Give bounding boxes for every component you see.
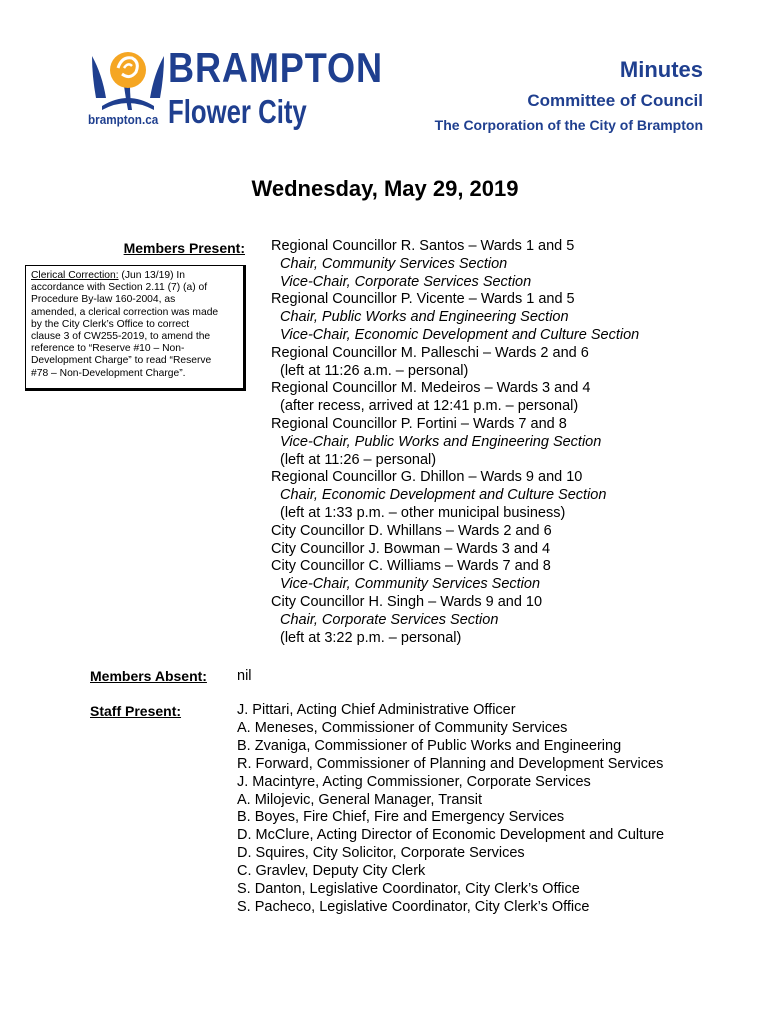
member-line: Vice-Chair, Economic Development and Culture Section (280, 326, 640, 343)
staff-line: J. Macintyre, Acting Commissioner, Corporate Services (237, 773, 591, 790)
corporation-name: The Corporation of the City of Brampton (434, 117, 703, 133)
member-line: Vice-Chair, Public Works and Engineering Section (280, 433, 602, 450)
member-line: City Councillor D. Whillans – Wards 2 and 6 (271, 522, 552, 539)
doc-type: Minutes (619, 57, 703, 82)
staff-present-list (237, 702, 664, 917)
member-line: Chair, Economic Development and Culture Section (280, 487, 607, 504)
staff-line: J. Pittari, Acting Chief Administrative Officer (237, 702, 516, 718)
correction-line: by the City Clerk’s Office to correct (31, 318, 190, 330)
logo-subtitle: Flower City (168, 93, 307, 130)
staff-line: D. Squires, City Solicitor, Corporate Services (237, 845, 525, 862)
members-present-label: Members Present: (123, 240, 245, 256)
logo-title: BRAMPTON (168, 44, 383, 91)
members-present-list (271, 238, 639, 647)
member-line: Chair, Public Works and Engineering Section (280, 309, 569, 326)
member-line: Vice-Chair, Community Services Section (280, 576, 541, 593)
correction-line: Development Charge” to read “Reserve (31, 355, 212, 367)
member-line: Regional Councillor P. Vicente – Wards 1 and 5 (271, 291, 575, 308)
staff-line: S. Danton, Legislative Coordinator, City Clerk’s Office (237, 881, 580, 898)
correction-heading: Clerical Correction: (31, 270, 119, 281)
member-line: (left at 11:26 – personal) (280, 451, 437, 468)
member-line: Regional Councillor M. Medeiros – Wards 3 and 4 (271, 380, 591, 397)
document-header (435, 56, 703, 134)
member-line: Chair, Corporate Services Section (280, 611, 499, 628)
brampton-logo (88, 44, 383, 138)
staff-present-label: Staff Present: (90, 703, 182, 719)
staff-line: A. Meneses, Commissioner of Community Services (237, 719, 568, 736)
member-line: Regional Councillor G. Dhillon – Wards 9 and 10 (271, 469, 583, 486)
member-line: (left at 1:33 p.m. – other municipal business) (280, 504, 566, 521)
member-line: Vice-Chair, Corporate Services Section (280, 273, 532, 290)
member-line: (left at 11:26 a.m. – personal) (280, 362, 469, 379)
staff-line: A. Milojevic, General Manager, Transit (237, 791, 482, 808)
members-absent-label: Members Absent: (90, 668, 207, 684)
meeting-date: Wednesday, May 29, 2019 (251, 176, 519, 201)
member-line: (left at 3:22 p.m. – personal) (280, 629, 462, 646)
logo-url: brampton.ca (88, 112, 159, 127)
correction-line: (Jun 13/19) In (118, 270, 185, 281)
correction-line: Procedure By-law 160-2004, as (31, 294, 176, 306)
staff-line: R. Forward, Commissioner of Planning and Development Services (237, 755, 664, 772)
member-line: (after recess, arrived at 12:41 p.m. – personal) (280, 398, 579, 415)
correction-line: reference to “Reserve #10 – Non- (31, 343, 185, 355)
member-line: City Councillor H. Singh – Wards 9 and 10 (271, 593, 543, 610)
staff-line: B. Zvaniga, Commissioner of Public Works and Engineering (237, 737, 622, 754)
committee-name: Committee of Council (527, 91, 703, 110)
staff-line: B. Boyes, Fire Chief, Fire and Emergency Services (237, 809, 565, 826)
correction-line: accordance with Section 2.11 (7) (a) of (31, 282, 208, 294)
member-line: Regional Councillor P. Fortini – Wards 7 and 8 (271, 415, 567, 432)
correction-line: clause 3 of CW255-2019, to amend the (31, 331, 211, 343)
member-line: Regional Councillor R. Santos – Wards 1 and 5 (271, 238, 575, 254)
correction-line: amended, a clerical correction was made (31, 306, 219, 318)
member-line: Chair, Community Services Section (280, 255, 508, 272)
staff-line: S. Pacheco, Legislative Coordinator, City Clerk’s Office (237, 898, 590, 915)
member-line: Regional Councillor M. Palleschi – Wards 2 and 6 (271, 344, 589, 361)
correction-line: #78 – Non-Development Charge”. (31, 367, 186, 379)
clerical-correction-box (25, 265, 246, 391)
flower-logo-icon (88, 46, 168, 114)
members-absent-value: nil (237, 668, 252, 684)
staff-line: D. McClure, Acting Director of Economic Development and Culture (237, 827, 665, 844)
staff-line: C. Gravlev, Deputy City Clerk (237, 863, 426, 880)
member-line: City Councillor C. Williams – Wards 7 and 8 (271, 558, 551, 575)
member-line: City Councillor J. Bowman – Wards 3 and 4 (271, 540, 551, 557)
